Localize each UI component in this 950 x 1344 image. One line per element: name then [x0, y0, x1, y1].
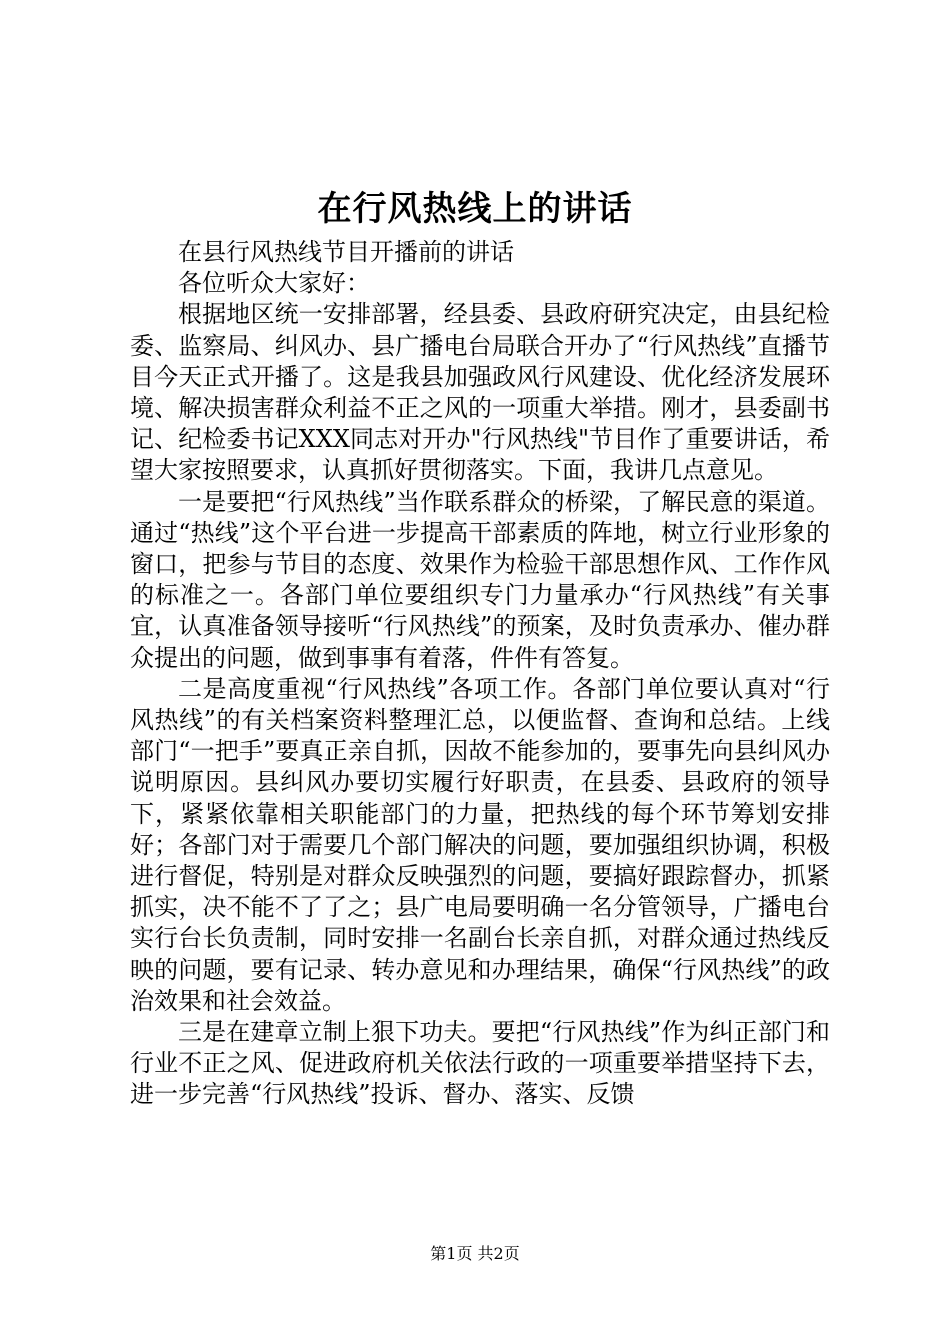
document-title: 在行风热线上的讲话: [317, 189, 633, 229]
page-number-footer: 第1页 共2页: [430, 1244, 520, 1263]
body-paragraph: 二是高度重视“行风热线”各项工作。各部门单位要认真对“行风热线”的有关档案资料整理汇总，以便监督、查询和总结。上线部门“一把手”要真正亲自抓，因故不能参加的，要事先向县纠风办说明原因。县纠风办要切实履行好职责，在县委、县政府的领导下，紧紧依靠相关职能部门的力量，把热线的每个环节筹划安排好；各部门对于需要几个部门解决的问题，要加强组织协调，积极进行督促，特别是对群众反映强烈的问题，要搞好跟踪督办，抓紧抓实，决不能不了了之；县广电局要明确一名分管领导，广播电台实行台长负责制，同时安排一名副台长亲自抓，对群众通过热线反映的问题，要有记录、转办意见和办理结果，确保“行风热线”的政治效果和社会效益。: [130, 674, 830, 1015]
body-paragraph: 三是在建章立制上狠下功夫。要把“行风热线”作为纠正部门和行业不正之风、促进政府机关依法行政的一项重要举措坚持下去，进一步完善“行风热线”投诉、督办、落实、反馈: [130, 1018, 830, 1109]
subtitle-paragraph: 在县行风热线节目开播前的讲话: [178, 238, 514, 266]
document-body: [130, 237, 830, 1111]
body-paragraph: 一是要把“行风热线”当作联系群众的桥梁，了解民意的渠道。通过“热线”这个平台进一步提高干部素质的阵地，树立行业形象的窗口，把参与节目的态度、效果作为检验干部思想作风、工作作风的标准之一。各部门单位要组织专门力量承办“行风热线”有关事宜，认真准备领导接听“行风热线”的预案，及时负责承办、催办群众提出的问题，做到事事有着落，件件有答复。: [130, 487, 830, 672]
body-paragraph: 根据地区统一安排部署，经县委、县政府研究决定，由县纪检委、监察局、纠风办、县广播电台局联合开办了“行风热线”直播节目今天正式开播了。这是我县加强政风行风建设、优化经济发展环境、解决损害群众利益不正之风的一项重大举措。刚才，县委副书记、纪检委书记XXX同志对开办"行风热线"节目作了重要讲话，希望大家按照要求，认真抓好贯彻落实。下面，我讲几点意见。: [130, 300, 830, 485]
greeting-paragraph: 各位听众大家好：: [178, 269, 370, 298]
